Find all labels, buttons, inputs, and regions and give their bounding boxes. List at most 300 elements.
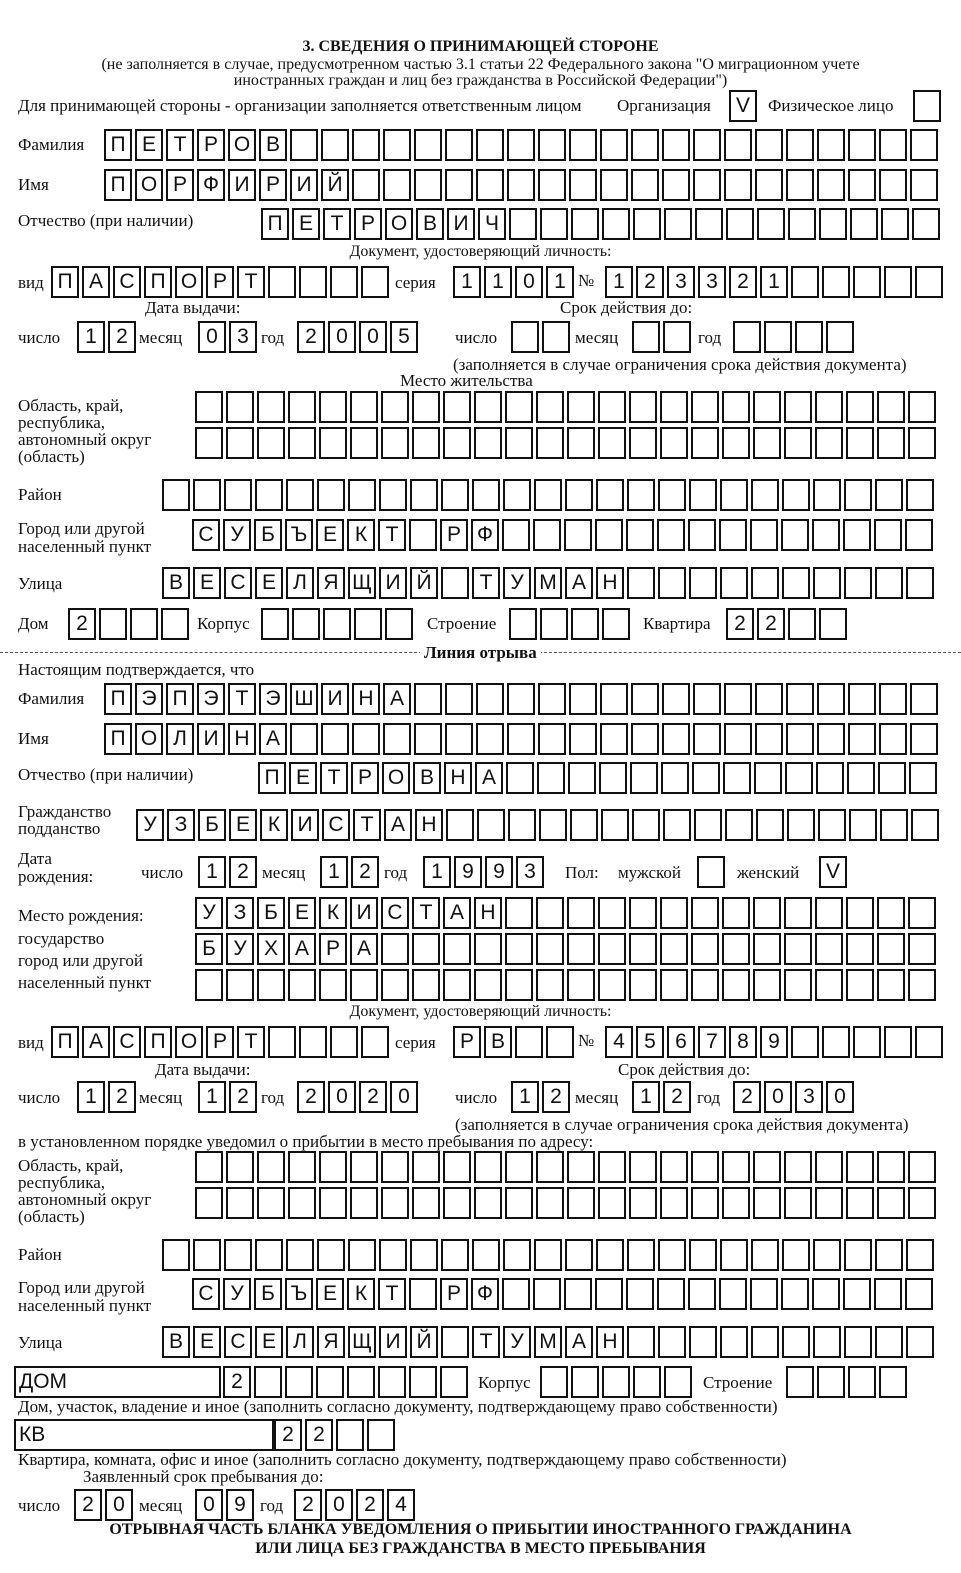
- char-box[interactable]: [445, 129, 473, 161]
- char-box[interactable]: А: [82, 266, 110, 298]
- char-box[interactable]: А: [565, 567, 593, 599]
- char-box[interactable]: У: [503, 1326, 531, 1358]
- char-box[interactable]: [788, 608, 816, 640]
- char-box[interactable]: 4: [605, 1026, 633, 1058]
- char-box[interactable]: [533, 519, 561, 551]
- char-box[interactable]: О: [175, 266, 203, 298]
- char-box[interactable]: [414, 683, 442, 715]
- char-box[interactable]: [503, 1239, 531, 1271]
- char-box[interactable]: [257, 1151, 285, 1183]
- char-box[interactable]: [784, 391, 812, 423]
- char-box[interactable]: [724, 683, 752, 715]
- char-box[interactable]: Р: [351, 762, 379, 794]
- char-box[interactable]: 2: [733, 1081, 761, 1113]
- char-box[interactable]: [381, 1151, 409, 1183]
- char-box[interactable]: [631, 683, 659, 715]
- char-box[interactable]: [261, 608, 289, 640]
- char-box[interactable]: [662, 683, 690, 715]
- char-box[interactable]: [874, 1278, 902, 1310]
- char-box[interactable]: О: [175, 1026, 203, 1058]
- char-box[interactable]: 0: [359, 321, 387, 353]
- char-box[interactable]: 9: [485, 856, 513, 888]
- char-box[interactable]: Р: [453, 1026, 481, 1058]
- char-box[interactable]: [564, 1278, 592, 1310]
- char-box[interactable]: [319, 1187, 347, 1219]
- char-box[interactable]: Е: [316, 519, 344, 551]
- char-box[interactable]: Л: [286, 1326, 314, 1358]
- char-box[interactable]: Т: [166, 129, 194, 161]
- char-box[interactable]: И: [290, 169, 318, 201]
- char-box[interactable]: 8: [729, 1026, 757, 1058]
- char-box[interactable]: О: [228, 129, 256, 161]
- char-box[interactable]: [600, 683, 628, 715]
- char-box[interactable]: [813, 567, 841, 599]
- char-box[interactable]: М: [534, 567, 562, 599]
- char-box[interactable]: [782, 567, 810, 599]
- char-box[interactable]: [751, 1326, 779, 1358]
- char-box[interactable]: [505, 391, 533, 423]
- char-box[interactable]: [658, 567, 686, 599]
- char-box[interactable]: [601, 809, 629, 841]
- char-box[interactable]: [875, 1239, 903, 1271]
- char-box[interactable]: [826, 321, 854, 353]
- char-box[interactable]: [571, 608, 599, 640]
- char-box[interactable]: Т: [353, 809, 381, 841]
- char-box[interactable]: [878, 762, 906, 794]
- char-box[interactable]: С: [192, 1278, 220, 1310]
- char-box[interactable]: [662, 723, 690, 755]
- char-box[interactable]: [474, 1151, 502, 1183]
- char-box[interactable]: [321, 723, 349, 755]
- char-box[interactable]: [913, 90, 941, 122]
- char-box[interactable]: [502, 519, 530, 551]
- char-box[interactable]: [848, 169, 876, 201]
- char-box[interactable]: Л: [286, 567, 314, 599]
- char-box[interactable]: П: [51, 1026, 79, 1058]
- char-box[interactable]: [819, 208, 847, 240]
- char-box[interactable]: [474, 969, 502, 1001]
- char-box[interactable]: [688, 1278, 716, 1310]
- char-box[interactable]: [476, 723, 504, 755]
- char-box[interactable]: И: [350, 897, 378, 929]
- char-box[interactable]: [506, 762, 534, 794]
- char-box[interactable]: [662, 129, 690, 161]
- char-box[interactable]: К: [347, 519, 375, 551]
- char-box[interactable]: [319, 969, 347, 1001]
- char-box[interactable]: [569, 169, 597, 201]
- char-box[interactable]: Р: [440, 1278, 468, 1310]
- char-box[interactable]: Ф: [197, 169, 225, 201]
- char-box[interactable]: [875, 479, 903, 511]
- char-box[interactable]: [285, 1366, 313, 1398]
- char-box[interactable]: [226, 391, 254, 423]
- char-box[interactable]: [596, 1239, 624, 1271]
- char-box[interactable]: [443, 1151, 471, 1183]
- char-box[interactable]: [631, 169, 659, 201]
- char-box[interactable]: 0: [390, 1081, 418, 1113]
- char-box[interactable]: [354, 608, 382, 640]
- char-box[interactable]: [629, 969, 657, 1001]
- char-box[interactable]: [915, 1026, 943, 1058]
- char-box[interactable]: 1: [320, 856, 348, 888]
- char-box[interactable]: [877, 897, 905, 929]
- char-box[interactable]: [695, 208, 723, 240]
- char-box[interactable]: 0: [764, 1081, 792, 1113]
- char-box[interactable]: [846, 897, 874, 929]
- char-box[interactable]: [663, 809, 691, 841]
- char-box[interactable]: [691, 427, 719, 459]
- char-box[interactable]: [319, 391, 347, 423]
- char-box[interactable]: [567, 1151, 595, 1183]
- char-box[interactable]: [691, 897, 719, 929]
- char-box[interactable]: [445, 169, 473, 201]
- char-box[interactable]: [598, 897, 626, 929]
- char-box[interactable]: [908, 933, 936, 965]
- char-box[interactable]: [689, 1239, 717, 1271]
- char-box[interactable]: И: [379, 567, 407, 599]
- char-box[interactable]: С: [224, 567, 252, 599]
- char-box[interactable]: П: [104, 169, 132, 201]
- char-box[interactable]: [571, 1366, 599, 1398]
- char-box[interactable]: [507, 683, 535, 715]
- char-box[interactable]: [352, 169, 380, 201]
- char-box[interactable]: [162, 1239, 190, 1271]
- char-box[interactable]: [720, 567, 748, 599]
- char-box[interactable]: 2: [726, 608, 754, 640]
- char-box[interactable]: [627, 1239, 655, 1271]
- char-box[interactable]: [875, 1326, 903, 1358]
- char-box[interactable]: [786, 129, 814, 161]
- char-box[interactable]: [786, 1366, 814, 1398]
- char-box[interactable]: А: [82, 1026, 110, 1058]
- char-box[interactable]: Н: [415, 809, 443, 841]
- char-box[interactable]: [381, 933, 409, 965]
- char-box[interactable]: [602, 1366, 630, 1398]
- char-box[interactable]: У: [226, 933, 254, 965]
- char-box[interactable]: [319, 1151, 347, 1183]
- char-box[interactable]: [846, 427, 874, 459]
- char-box[interactable]: [477, 809, 505, 841]
- char-box[interactable]: Е: [292, 208, 320, 240]
- char-box[interactable]: [629, 933, 657, 965]
- char-box[interactable]: У: [195, 897, 223, 929]
- char-box[interactable]: [598, 1151, 626, 1183]
- char-box[interactable]: [875, 567, 903, 599]
- char-box[interactable]: [533, 1278, 561, 1310]
- char-box[interactable]: П: [166, 683, 194, 715]
- char-box[interactable]: Е: [193, 1326, 221, 1358]
- char-box[interactable]: [755, 169, 783, 201]
- char-box[interactable]: [626, 519, 654, 551]
- char-box[interactable]: А: [384, 809, 412, 841]
- char-box[interactable]: [410, 1239, 438, 1271]
- char-box[interactable]: V: [819, 856, 847, 888]
- char-box[interactable]: [323, 608, 351, 640]
- char-box[interactable]: [693, 723, 721, 755]
- char-box[interactable]: [879, 723, 907, 755]
- char-box[interactable]: 2: [297, 1081, 325, 1113]
- char-box[interactable]: 1: [511, 1081, 539, 1113]
- char-box[interactable]: [722, 427, 750, 459]
- char-box[interactable]: [195, 391, 223, 423]
- char-box[interactable]: [691, 1151, 719, 1183]
- char-box[interactable]: [660, 897, 688, 929]
- char-box[interactable]: [193, 1239, 221, 1271]
- char-box[interactable]: [853, 1026, 881, 1058]
- char-box[interactable]: [350, 391, 378, 423]
- char-box[interactable]: Н: [352, 683, 380, 715]
- char-box[interactable]: [255, 1239, 283, 1271]
- char-box[interactable]: [509, 608, 537, 640]
- char-box[interactable]: [381, 1187, 409, 1219]
- char-box[interactable]: А: [475, 762, 503, 794]
- char-box[interactable]: [908, 897, 936, 929]
- char-box[interactable]: [540, 608, 568, 640]
- char-box[interactable]: [598, 969, 626, 1001]
- char-box[interactable]: [877, 391, 905, 423]
- char-box[interactable]: [787, 809, 815, 841]
- char-box[interactable]: [915, 266, 943, 298]
- char-box[interactable]: [905, 1278, 933, 1310]
- char-box[interactable]: [441, 1326, 469, 1358]
- char-box[interactable]: [817, 169, 845, 201]
- char-box[interactable]: Р: [440, 519, 468, 551]
- char-box[interactable]: [877, 1151, 905, 1183]
- char-box[interactable]: [536, 933, 564, 965]
- char-box[interactable]: 1: [423, 856, 451, 888]
- char-box[interactable]: Н: [596, 1326, 624, 1358]
- char-box[interactable]: [791, 1026, 819, 1058]
- char-box[interactable]: Е: [255, 1326, 283, 1358]
- char-box[interactable]: [912, 208, 940, 240]
- char-box[interactable]: [385, 608, 413, 640]
- char-box[interactable]: 2: [305, 1419, 333, 1451]
- char-box[interactable]: [726, 208, 754, 240]
- char-box[interactable]: [879, 683, 907, 715]
- char-box[interactable]: [195, 1151, 223, 1183]
- char-box[interactable]: Т: [228, 683, 256, 715]
- char-box[interactable]: Б: [254, 519, 282, 551]
- char-box[interactable]: [722, 391, 750, 423]
- char-box[interactable]: Т: [378, 1278, 406, 1310]
- char-box[interactable]: Ч: [478, 208, 506, 240]
- char-box[interactable]: [753, 427, 781, 459]
- char-box[interactable]: [846, 1151, 874, 1183]
- char-box[interactable]: Я: [317, 1326, 345, 1358]
- char-box[interactable]: [908, 969, 936, 1001]
- char-box[interactable]: [660, 1187, 688, 1219]
- char-box[interactable]: [412, 969, 440, 1001]
- char-box[interactable]: [753, 969, 781, 1001]
- char-box[interactable]: [410, 479, 438, 511]
- char-box[interactable]: [595, 519, 623, 551]
- char-box[interactable]: [441, 479, 469, 511]
- char-box[interactable]: [474, 391, 502, 423]
- char-box[interactable]: Ъ: [285, 519, 313, 551]
- char-box[interactable]: [299, 1026, 327, 1058]
- char-box[interactable]: [383, 169, 411, 201]
- char-box[interactable]: 5: [636, 1026, 664, 1058]
- char-box[interactable]: [567, 427, 595, 459]
- char-box[interactable]: [383, 129, 411, 161]
- char-box[interactable]: П: [104, 723, 132, 755]
- char-box[interactable]: [755, 129, 783, 161]
- char-box[interactable]: [756, 809, 784, 841]
- char-box[interactable]: [781, 1278, 809, 1310]
- char-box[interactable]: [812, 519, 840, 551]
- char-box[interactable]: [782, 1326, 810, 1358]
- char-box[interactable]: [472, 479, 500, 511]
- char-box[interactable]: Е: [193, 567, 221, 599]
- char-box[interactable]: 1: [198, 856, 226, 888]
- char-box[interactable]: Н: [444, 762, 472, 794]
- char-box[interactable]: А: [383, 683, 411, 715]
- char-box[interactable]: 1: [453, 266, 481, 298]
- char-box[interactable]: С: [381, 897, 409, 929]
- char-box[interactable]: Б: [254, 1278, 282, 1310]
- char-box[interactable]: [664, 1366, 692, 1398]
- char-box[interactable]: [505, 1187, 533, 1219]
- char-box[interactable]: Х: [257, 933, 285, 965]
- char-box[interactable]: [321, 129, 349, 161]
- char-box[interactable]: Щ: [348, 567, 376, 599]
- char-box[interactable]: [195, 427, 223, 459]
- char-box[interactable]: [542, 321, 570, 353]
- char-box[interactable]: 3: [516, 856, 544, 888]
- char-box[interactable]: [412, 1187, 440, 1219]
- char-box[interactable]: [505, 897, 533, 929]
- char-box[interactable]: [319, 427, 347, 459]
- char-box[interactable]: [661, 762, 689, 794]
- char-box[interactable]: [508, 809, 536, 841]
- char-box[interactable]: [844, 1239, 872, 1271]
- char-box[interactable]: Т: [237, 1026, 265, 1058]
- char-box[interactable]: [440, 1366, 468, 1398]
- char-box[interactable]: [753, 933, 781, 965]
- char-box[interactable]: [662, 169, 690, 201]
- char-box[interactable]: [288, 1151, 316, 1183]
- char-box[interactable]: [813, 1326, 841, 1358]
- char-box[interactable]: [598, 427, 626, 459]
- char-box[interactable]: 2: [757, 608, 785, 640]
- char-box[interactable]: [195, 969, 223, 1001]
- char-box[interactable]: [361, 1026, 389, 1058]
- char-box[interactable]: [784, 1151, 812, 1183]
- char-box[interactable]: [602, 208, 630, 240]
- char-box[interactable]: [505, 1151, 533, 1183]
- char-box[interactable]: [689, 479, 717, 511]
- char-box[interactable]: [130, 608, 158, 640]
- char-box[interactable]: [786, 169, 814, 201]
- char-box[interactable]: [817, 129, 845, 161]
- char-box[interactable]: Р: [166, 169, 194, 201]
- char-box[interactable]: [629, 1187, 657, 1219]
- char-box[interactable]: [631, 723, 659, 755]
- char-box[interactable]: [906, 1239, 934, 1271]
- char-box[interactable]: Т: [320, 762, 348, 794]
- char-box[interactable]: [224, 1239, 252, 1271]
- char-box[interactable]: [352, 723, 380, 755]
- char-box[interactable]: А: [350, 933, 378, 965]
- char-box[interactable]: [853, 266, 881, 298]
- char-box[interactable]: [336, 1419, 364, 1451]
- char-box[interactable]: [843, 519, 871, 551]
- char-box[interactable]: [791, 266, 819, 298]
- char-box[interactable]: [567, 1187, 595, 1219]
- char-box[interactable]: С: [113, 1026, 141, 1058]
- char-box[interactable]: [505, 427, 533, 459]
- char-box[interactable]: [849, 809, 877, 841]
- char-box[interactable]: 2: [356, 1489, 384, 1521]
- char-box[interactable]: Э: [135, 683, 163, 715]
- char-box[interactable]: [257, 427, 285, 459]
- char-box[interactable]: [441, 567, 469, 599]
- char-box[interactable]: [569, 129, 597, 161]
- char-box[interactable]: О: [135, 169, 163, 201]
- char-box[interactable]: [507, 723, 535, 755]
- char-box[interactable]: 6: [667, 1026, 695, 1058]
- char-box[interactable]: Б: [257, 897, 285, 929]
- char-box[interactable]: П: [144, 1026, 172, 1058]
- char-box[interactable]: 9: [226, 1489, 254, 1521]
- char-box[interactable]: 4: [387, 1489, 415, 1521]
- char-box[interactable]: [268, 1026, 296, 1058]
- char-box[interactable]: [817, 1366, 845, 1398]
- char-box[interactable]: Й: [321, 169, 349, 201]
- char-box[interactable]: [626, 1278, 654, 1310]
- char-box[interactable]: [536, 1151, 564, 1183]
- char-box[interactable]: [540, 1366, 568, 1398]
- char-box[interactable]: [879, 1366, 907, 1398]
- char-box[interactable]: [782, 479, 810, 511]
- char-box[interactable]: [725, 809, 753, 841]
- char-box[interactable]: [538, 683, 566, 715]
- char-box[interactable]: [697, 856, 725, 888]
- char-box[interactable]: [350, 1187, 378, 1219]
- char-box[interactable]: [567, 933, 595, 965]
- char-box[interactable]: [412, 427, 440, 459]
- char-box[interactable]: 5: [390, 321, 418, 353]
- char-box[interactable]: [441, 1239, 469, 1271]
- char-box[interactable]: [719, 1278, 747, 1310]
- char-box[interactable]: 2: [542, 1081, 570, 1113]
- char-box[interactable]: [379, 1239, 407, 1271]
- char-box[interactable]: А: [565, 1326, 593, 1358]
- char-box[interactable]: [691, 391, 719, 423]
- char-box[interactable]: [409, 1366, 437, 1398]
- char-box[interactable]: В: [416, 208, 444, 240]
- char-box[interactable]: [348, 479, 376, 511]
- char-box[interactable]: [813, 1239, 841, 1271]
- char-box[interactable]: [445, 723, 473, 755]
- char-box[interactable]: У: [503, 567, 531, 599]
- char-box[interactable]: [877, 933, 905, 965]
- char-box[interactable]: [663, 321, 691, 353]
- char-box[interactable]: 1: [77, 1081, 105, 1113]
- char-box[interactable]: [290, 129, 318, 161]
- char-box[interactable]: [633, 1366, 661, 1398]
- char-box[interactable]: [598, 391, 626, 423]
- char-box[interactable]: [474, 933, 502, 965]
- char-box[interactable]: 9: [760, 1026, 788, 1058]
- char-box[interactable]: [409, 1278, 437, 1310]
- char-box[interactable]: [881, 208, 909, 240]
- char-box[interactable]: 0: [198, 321, 226, 353]
- char-box[interactable]: [536, 391, 564, 423]
- char-box[interactable]: Е: [135, 129, 163, 161]
- char-box[interactable]: [350, 427, 378, 459]
- char-box[interactable]: [226, 1187, 254, 1219]
